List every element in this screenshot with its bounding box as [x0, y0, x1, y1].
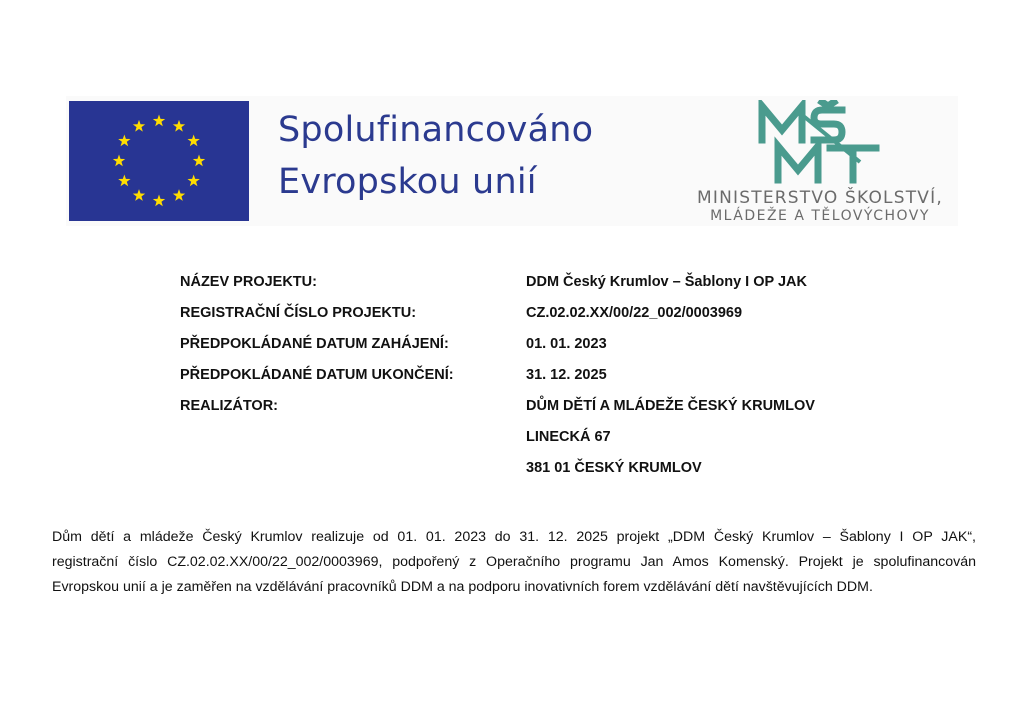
eu-star-icon — [173, 189, 185, 201]
project-info-row — [180, 332, 880, 363]
eu-star-icon — [153, 115, 165, 127]
eu-star-icon — [133, 189, 145, 201]
project-info-row — [180, 363, 880, 394]
eu-star-icon — [193, 155, 205, 167]
description-line: registrační číslo CZ.02.02.XX/00/22_002/0003969, podpořený z Operačního programu Jan Amos Komenský. Projekt je spolufinancován — [52, 554, 976, 570]
project-info-row — [180, 301, 880, 332]
end-date-label: PŘEDPOKLÁDANÉ DATUM UKONČENÍ: — [180, 367, 454, 383]
project-info-row — [180, 270, 880, 301]
eu-cofinanced-text — [278, 104, 593, 208]
eu-star-icon — [153, 195, 165, 207]
project-info-row — [180, 425, 880, 456]
start-date-value: 01. 01. 2023 — [526, 336, 607, 352]
project-name-label: NÁZEV PROJEKTU: — [180, 274, 317, 290]
msmt-text-line1: MINISTERSTVO ŠKOLSTVÍ, — [697, 188, 943, 208]
eu-stars-icon — [69, 101, 249, 221]
implementer-city-value: 381 01 ČESKÝ KRUMLOV — [526, 460, 702, 476]
project-description — [52, 525, 976, 600]
description-line: Dům dětí a mládeže Český Krumlov realizuje od 01. 01. 2023 do 31. 12. 2025 projekt „DDM Český Krumlov – Šablony I OP JAK“, — [52, 529, 976, 545]
eu-star-icon — [118, 175, 130, 187]
start-date-label: PŘEDPOKLÁDANÉ DATUM ZAHÁJENÍ: — [180, 336, 449, 352]
implementer-label: REALIZÁTOR: — [180, 398, 279, 414]
project-info-table — [180, 270, 880, 487]
eu-text-line1: Spolufinancováno — [278, 110, 594, 150]
eu-star-icon — [187, 135, 199, 147]
eu-star-icon — [118, 135, 130, 147]
registration-number-label: REGISTRAČNÍ ČÍSLO PROJEKTU: — [180, 305, 417, 321]
msmt-mark-icon — [756, 100, 884, 186]
project-info-row — [180, 456, 880, 487]
eu-flag-icon — [69, 101, 249, 221]
msmt-text-line2: MLÁDEŽE A TĚLOVÝCHOVY — [710, 208, 930, 224]
eu-star-icon — [133, 120, 145, 132]
description-line: Evropskou unií a je zaměřen na vzdělávání pracovníků DDM a na podporu inovativních forem vzdělávání dětí navštěvujících DDM. — [52, 579, 873, 595]
implementer-street-value: LINECKÁ 67 — [526, 429, 611, 445]
end-date-value: 31. 12. 2025 — [526, 367, 607, 383]
eu-text-line2: Evropskou unií — [278, 162, 537, 202]
eu-star-icon — [113, 155, 125, 167]
project-name-value: DDM Český Krumlov – Šablony I OP JAK — [526, 274, 807, 290]
eu-star-icon — [187, 175, 199, 187]
project-info-row — [180, 394, 880, 425]
registration-number-value: CZ.02.02.XX/00/22_002/0003969 — [526, 305, 743, 321]
eu-star-icon — [173, 120, 185, 132]
implementer-name-value: DŮM DĚTÍ A MLÁDEŽE ČESKÝ KRUMLOV — [526, 398, 815, 414]
msmt-logo — [690, 100, 950, 226]
